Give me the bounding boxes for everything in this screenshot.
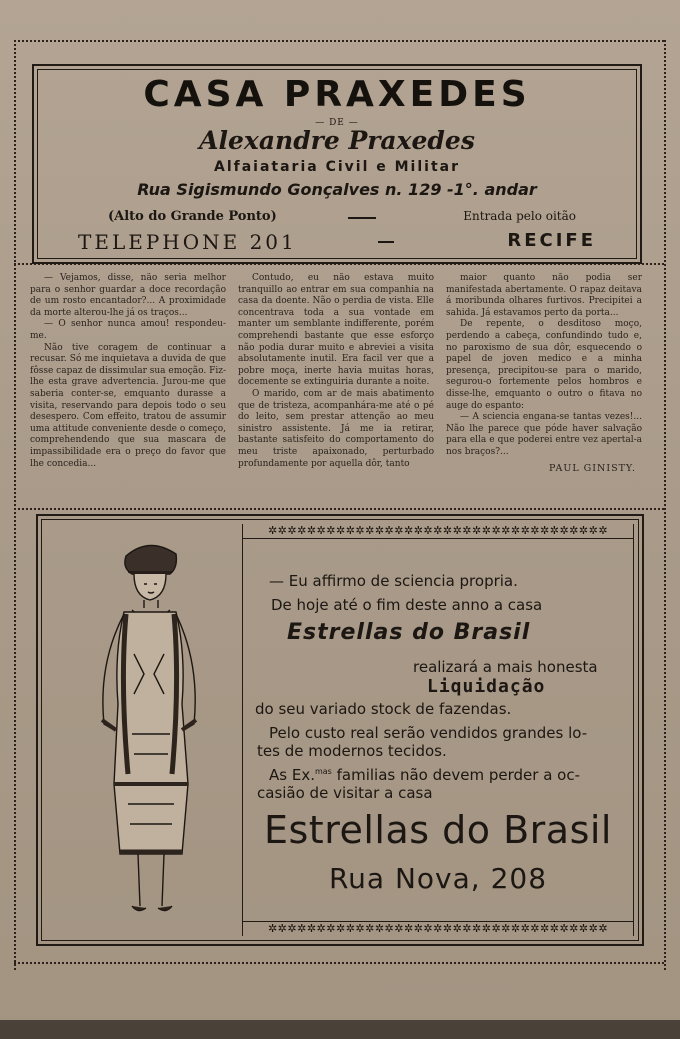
ad-inner-frame (41, 519, 639, 941)
store-name-italic: Estrellas do Brasil (287, 620, 531, 645)
store-address: Rua Nova, 208 (328, 862, 548, 895)
ad-line (269, 766, 580, 784)
paragraph: — Vejamos, disse, não seria melhor para o senhor guardar a doce recordação de um rosto encantador?... A proximidade da morte alterou-lhe já os traços... (30, 273, 226, 318)
ad-line: Pelo custo real serão vendidos grandes lo- (269, 724, 588, 742)
shop-landmark: (Alto do Grande Ponto) (108, 209, 277, 224)
ad-line: realizará a mais honesta (413, 658, 598, 676)
article-column-3 (446, 273, 642, 503)
shop-trade: Alfaiataria Civil e Militar (214, 159, 460, 175)
page-bottom-dotted-rule (14, 962, 664, 964)
shop-de: — DE — (315, 118, 359, 128)
article-bottom-dotted-rule (14, 508, 664, 510)
ad-line: De hoje até o fim deste anno a casa (271, 596, 543, 614)
ad-line: — Eu affirmo de sciencia propria. (269, 572, 518, 590)
top-dotted-rule (14, 40, 664, 42)
woman-figure-icon (74, 534, 224, 934)
ad-line: do seu variado stock de fazendas. (255, 700, 512, 718)
landmark-dash (348, 217, 376, 219)
store-advertisement (36, 514, 644, 946)
paragraph: — A sciencia engana-se tantas vezes!... Não lhe parece que póde haver salvação para ella e que poderei entre vez apertal-a nos braços?... (446, 412, 642, 457)
header-inner-frame (37, 69, 637, 259)
landmark-row (108, 209, 596, 227)
header-advertisement (32, 64, 642, 264)
liquidation-heading: Liquidação (427, 676, 546, 697)
article-column-1 (30, 273, 226, 503)
ad-line: tes de modernos tecidos. (257, 742, 447, 760)
paragraph: maior quanto não podia ser manifestada abertamente. O rapaz deitava á moribunda olhares furtivos. Precipitei a sahida. Já estavamos perto da porta... (446, 273, 642, 318)
story-article (30, 273, 642, 503)
ad-line-part: familias não devem perder a oc- (331, 766, 580, 784)
paragraph: Contudo, eu não estava muito tranquillo ao entrar em sua companhia na casa da doente. Não o perdia de vista. Elle concentrava toda a sua vontade em manter um semblante indifferente, porém comprehendi bastante que esse esforço não podia durar muito e abreviei a visita absolutamente inutil. Era facil ver que a pobre moça, inerte havia muitas horas, docemente se extinguiria durante a noite. (238, 273, 434, 388)
shop-title: CASA PRAXEDES (143, 74, 531, 115)
ad-line-part: As Ex. (269, 766, 315, 784)
bottom-ornament-border: ✲✲✲✲✲✲✲✲✲✲✲✲✲✲✲✲✲✲✲✲✲✲✲✲✲✲✲✲✲✲✲✲✲✲✲ (243, 921, 633, 936)
article-column-2 (238, 273, 434, 503)
ad-line: casião de visitar a casa (257, 784, 433, 802)
right-dotted-rule (664, 40, 666, 970)
paragraph: De repente, o desditoso moço, perdendo a cabeça, confundindo tudo e, no paroxismo de sua dôr, esquecendo o papel de joven medico e a minha presença, precipitou-se para o marido, segurou-o fortemente pelos hombros e disse-lhe, emquanto o outro o fitava no auge do espanto: (446, 319, 642, 411)
phone-row (78, 230, 596, 256)
top-ornament-border: ✲✲✲✲✲✲✲✲✲✲✲✲✲✲✲✲✲✲✲✲✲✲✲✲✲✲✲✲✲✲✲✲✲✲✲ (243, 524, 633, 539)
shop-entrance: Entrada pelo oitão (463, 209, 576, 223)
ad-text-panel (242, 524, 634, 936)
ad-line-superscript: mas (314, 767, 332, 776)
phone-dash (378, 241, 394, 243)
page-bottom-band (0, 1020, 680, 1039)
paragraph: Não tive coragem de continuar a recusar. Só me inquietava a duvida de que fôsse capaz de dissimular sua emoção. Fiz-lhe esta grave advertencia. Jurou-me que saberia conter-se, emquanto durasse a visita, reservando para depois todo o seu desespero. Com effeito, tratou de assumir uma attitude conveniente desde o começo, comprehendendo que sua mascara de impassibilidade era o preço do favor que lhe concedia... (30, 342, 226, 469)
shop-address: Rua Sigismundo Gonçalves n. 129 -1°. andar (137, 180, 537, 199)
paragraph: O marido, com ar de mais abatimento que de tristeza, acompanhára-me até o pé do leito, sem prestar attenção ao meu sinistro assistente. Já me ia retirar, bastante satisfeito do comportamento do meu triste apaixonado, perturbado profundamente por aquella dôr, tanto (238, 388, 434, 469)
left-dotted-rule (14, 40, 16, 970)
woman-illustration (74, 534, 224, 934)
article-signature: PAUL GINISTY. (548, 462, 636, 474)
store-name-large: Estrellas do Brasil (264, 808, 612, 852)
shop-city: RECIFE (507, 230, 596, 251)
shop-telephone: TELEPHONE 201 (78, 230, 297, 254)
owner-name: Alexandre Praxedes (199, 126, 475, 155)
paragraph: — O senhor nunca amou! respondeu-me. (30, 319, 226, 341)
